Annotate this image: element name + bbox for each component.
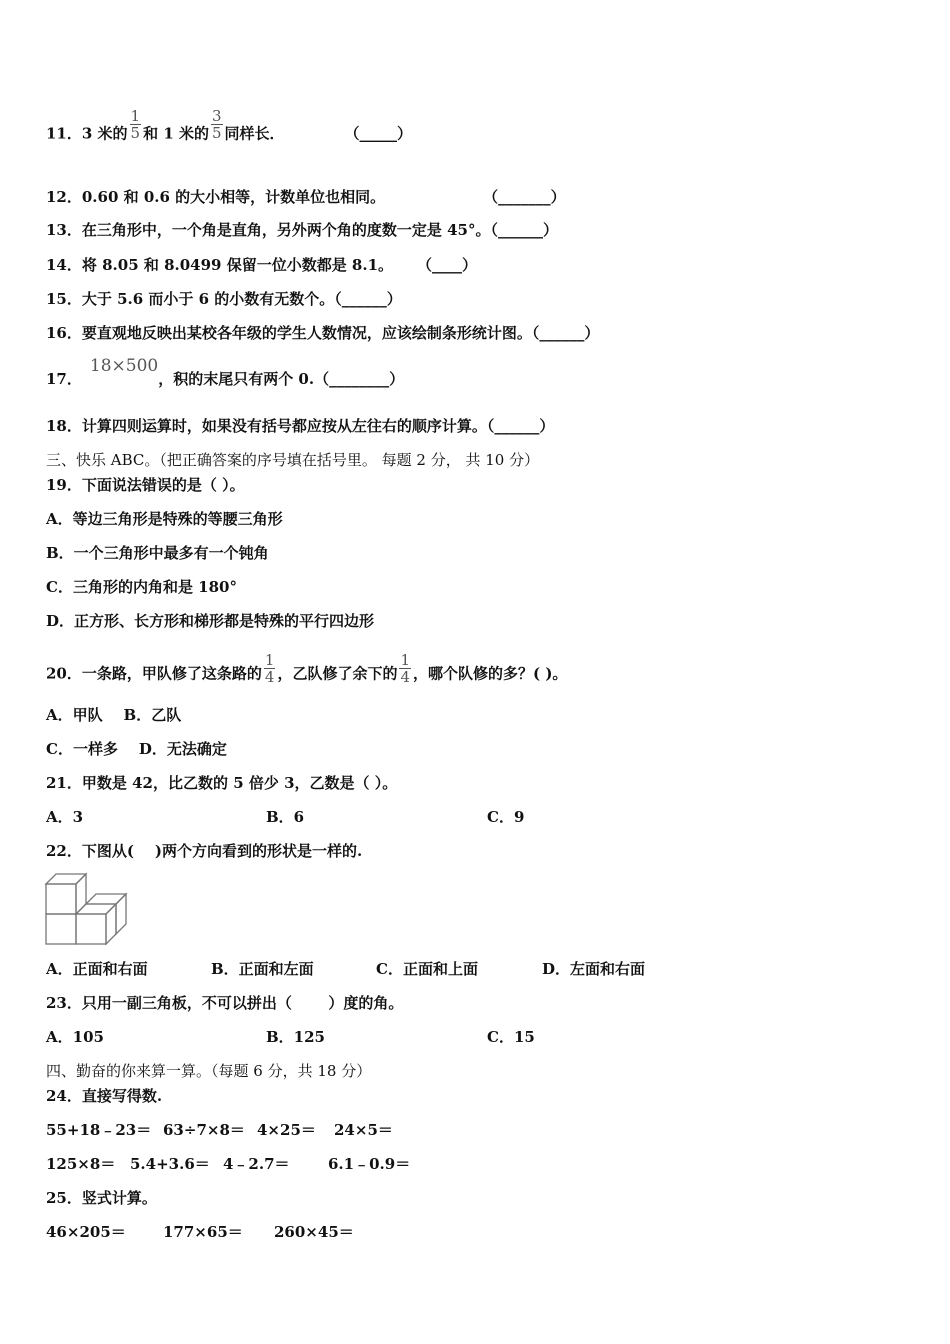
question-17 xyxy=(46,356,405,389)
cube-face xyxy=(116,894,126,934)
question-text: ，积的末尾只有两个 0.（________） xyxy=(158,370,405,388)
fraction xyxy=(211,108,223,141)
answer-blank[interactable]: （____） xyxy=(417,256,478,274)
question-16 xyxy=(46,323,599,343)
question-text: 同样长． xyxy=(224,124,285,143)
question-22: 22．下图从( )两个方向看到的形状是一样的. xyxy=(46,842,363,860)
fraction-denominator: 5 xyxy=(130,124,141,142)
question-number: 20． xyxy=(46,664,82,683)
cube-face xyxy=(46,874,86,884)
cube-face xyxy=(76,914,106,944)
question-25: 25．竖式计算。 xyxy=(46,1189,157,1207)
cube-face xyxy=(76,874,86,914)
question-24: 24．直接写得数. xyxy=(46,1087,163,1105)
question-text: 13．在三角形中，一个角是直角，另外两个角的度数一定是 45°。（______） xyxy=(46,221,558,239)
question-text: ，乙队修了余下的 xyxy=(277,664,398,683)
question-12 xyxy=(46,187,566,207)
section-heading-4: 四、勤奋的你来算一算。（每题 6 分，共 18 分） xyxy=(46,1062,372,1080)
calc-item: 6.1﹣0.9＝ xyxy=(328,1155,411,1173)
fraction xyxy=(264,652,276,685)
option-c[interactable]: C．15 xyxy=(487,1028,535,1046)
fraction-denominator: 4 xyxy=(400,668,410,686)
section-heading-3: 三、快乐 ABC。（把正确答案的序号填在括号里。 每题 2 分， 共 10 分） xyxy=(46,451,540,469)
fraction-numerator: 1 xyxy=(264,651,275,669)
question-18 xyxy=(46,416,554,436)
question-text: 18．计算四则运算时，如果没有括号都应按从左往右的顺序计算。（______） xyxy=(46,417,555,435)
option-d[interactable]: D．正方形、长方形和梯形都是特殊的平行四边形 xyxy=(46,612,375,630)
option-a[interactable]: A．等边三角形是特殊的等腰三角形 xyxy=(46,510,283,528)
cube-face xyxy=(86,894,126,904)
question-19: 19．下面说法错误的是（ ）。 xyxy=(46,476,245,494)
option-a[interactable]: A．正面和右面 xyxy=(46,960,148,978)
option-b[interactable]: B．6 xyxy=(266,808,305,826)
answer-blank[interactable]: （_______） xyxy=(483,188,566,206)
answer-blank[interactable]: （_____） xyxy=(344,124,413,143)
calc-item: 55+18﹣23＝ xyxy=(46,1121,152,1139)
option-c[interactable]: C．正面和上面 xyxy=(376,960,478,978)
option-a[interactable]: A．105 xyxy=(46,1028,104,1046)
question-text: 15．大于 5.6 而小于 6 的小数有无数个。（______） xyxy=(46,290,402,308)
calc-item: 125×8＝ xyxy=(46,1155,116,1173)
question-text: 一条路，甲队修了这条路的 xyxy=(81,664,262,683)
math-expression: 18×500 xyxy=(89,356,159,376)
question-text: 16．要直观地反映出某校各年级的学生人数情况，应该绘制条形统计图。（______） xyxy=(46,324,600,342)
question-13 xyxy=(46,220,558,240)
option-c[interactable]: C．9 xyxy=(487,808,525,826)
option-c[interactable]: C．三角形的内角和是 180° xyxy=(46,578,237,596)
question-23: 23．只用一副三角板，不可以拼出（ ）度的角。 xyxy=(46,994,404,1012)
question-15 xyxy=(46,289,402,309)
fraction xyxy=(130,108,142,141)
options-ab[interactable]: A．甲队 B．乙队 xyxy=(46,706,182,724)
question-text: 3 米的 xyxy=(81,124,128,143)
fraction-numerator: 1 xyxy=(400,651,410,669)
question-21: 21．甲数是 42，比乙数的 5 倍少 3，乙数是（ ）。 xyxy=(46,774,398,792)
calc-item: 5.4+3.6＝ xyxy=(130,1155,210,1173)
question-number: 17． xyxy=(46,370,82,388)
option-a[interactable]: A．3 xyxy=(46,808,84,826)
fraction-denominator: 4 xyxy=(264,668,275,686)
calc-item: 260×45＝ xyxy=(274,1223,354,1241)
cube-face xyxy=(46,884,76,914)
option-d[interactable]: D．左面和右面 xyxy=(542,960,646,978)
calc-item: 177×65＝ xyxy=(163,1223,243,1241)
question-text: ，哪个队修的多？( )。 xyxy=(413,664,568,683)
cube-face xyxy=(106,904,116,944)
calc-item: 4×25＝ xyxy=(257,1121,316,1139)
question-number: 11． xyxy=(46,124,82,143)
options-cd[interactable]: C．一样多 D．无法确定 xyxy=(46,740,227,758)
fraction-denominator: 5 xyxy=(211,124,222,142)
question-text: 和 1 米的 xyxy=(143,124,209,143)
calc-item: 4﹣2.7＝ xyxy=(223,1155,290,1173)
cube-face xyxy=(46,914,76,944)
question-text: 14．将 8.05 和 8.0499 保留一位小数都是 8.1。 xyxy=(46,256,394,274)
calc-item: 24×5＝ xyxy=(334,1121,393,1139)
question-14 xyxy=(46,255,477,275)
cube-face xyxy=(76,904,116,914)
option-b[interactable]: B．正面和左面 xyxy=(211,960,314,978)
option-b[interactable]: B．一个三角形中最多有一个钝角 xyxy=(46,544,269,562)
calc-item: 46×205＝ xyxy=(46,1223,126,1241)
fraction-numerator: 3 xyxy=(211,107,222,125)
calc-item: 63÷7×8＝ xyxy=(163,1121,245,1139)
question-20 xyxy=(46,651,568,691)
option-b[interactable]: B．125 xyxy=(266,1028,325,1046)
cube-figure xyxy=(44,870,130,948)
question-text: 12．0.60 和 0.6 的大小相等，计数单位也相同。 xyxy=(46,188,386,206)
fraction-numerator: 1 xyxy=(130,107,141,125)
question-11 xyxy=(46,107,413,151)
fraction xyxy=(399,652,411,685)
